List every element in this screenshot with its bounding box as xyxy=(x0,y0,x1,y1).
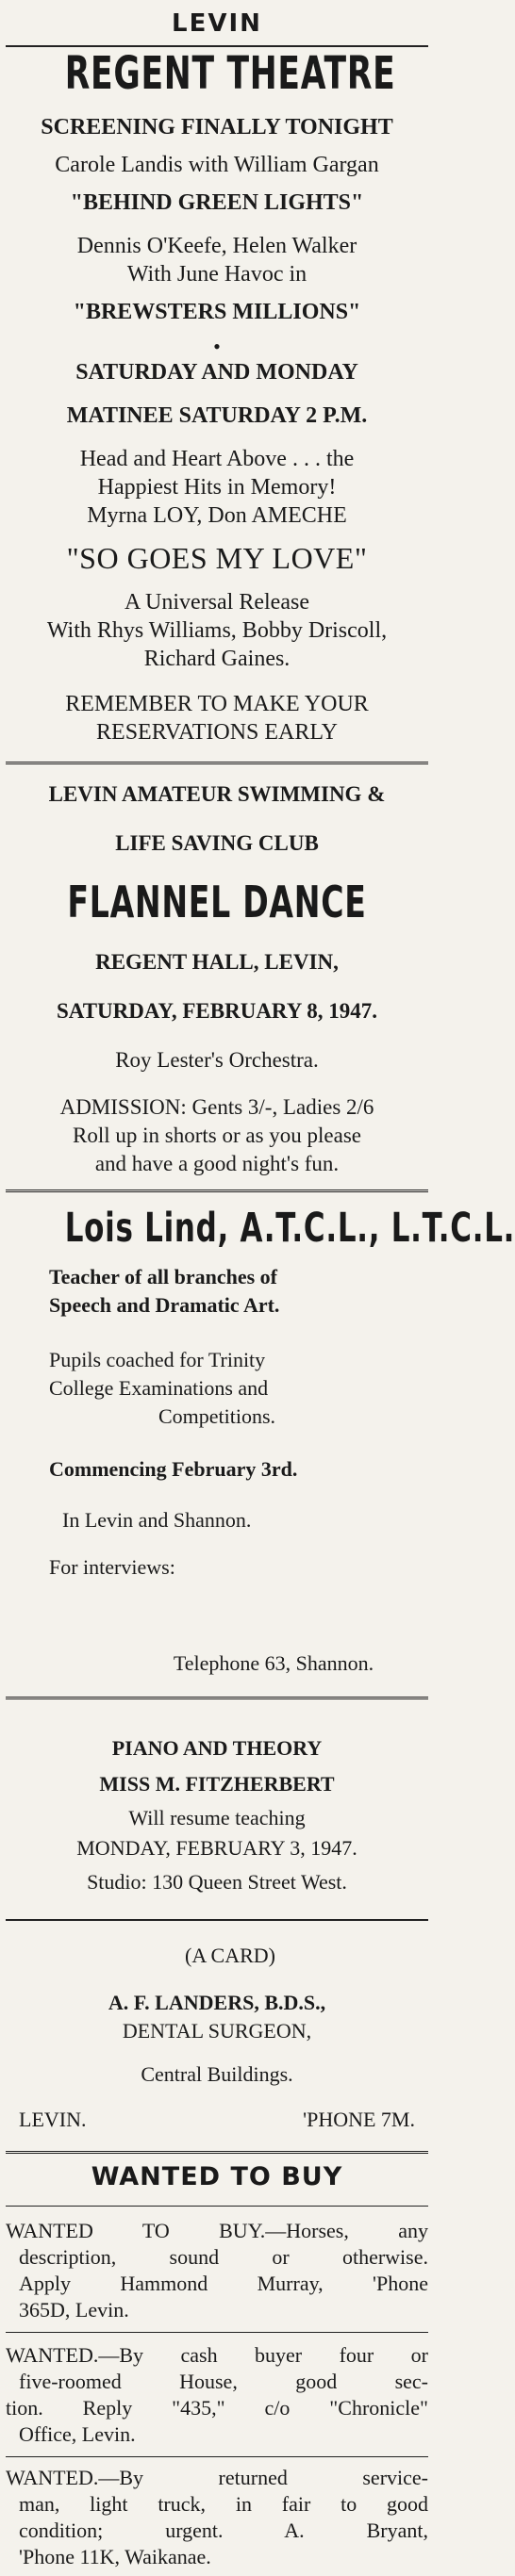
stars-line-1: Carole Landis with William Gargan xyxy=(55,153,379,177)
ad1-line-4: 365D, Levin. xyxy=(19,2298,129,2322)
blurb-line-3: Myrna LOY, Don AMECHE xyxy=(87,503,347,528)
ad2-line-2: five-roomed House, good sec- xyxy=(19,2370,428,2393)
admission-line-1: ADMISSION: Gents 3/-, Ladies 2/6 xyxy=(59,1095,374,1119)
dentist-phone: 'PHONE 7M. xyxy=(303,2108,415,2131)
small-mark: • xyxy=(213,335,221,358)
stars-line-2b: With June Havoc in xyxy=(126,262,307,287)
venue-line: REGENT HALL, LEVIN, xyxy=(95,950,339,974)
resume-line: Will resume teaching xyxy=(128,1806,306,1829)
piano-date-line: MONDAY, FEBRUARY 3, 1947. xyxy=(76,1836,357,1860)
regent-theatre-title: REGENT THEATRE xyxy=(64,47,396,100)
film-title-2: "BREWSTERS MILLIONS" xyxy=(73,300,361,324)
club-line-2: LIFE SAVING CLUB xyxy=(115,831,319,855)
ad3-line-2: man, light truck, in fair to good xyxy=(19,2492,428,2516)
ad1-line-2: description, sound or otherwise. xyxy=(19,2245,428,2269)
days-line: SATURDAY AND MONDAY xyxy=(75,360,358,385)
ad3-line-3: condition; urgent. A. Bryant, xyxy=(19,2519,428,2542)
town-header: LEVIN xyxy=(172,9,262,38)
club-line-1: LEVIN AMATEUR SWIMMING & xyxy=(48,782,386,806)
ad1-line-1: WANTED TO BUY.—Horses, any xyxy=(6,2219,428,2242)
ad3-line-4: 'Phone 11K, Waikanae. xyxy=(19,2545,211,2568)
dentist-place: Central Buildings. xyxy=(141,2062,293,2086)
release-line-1: A Universal Release xyxy=(125,590,309,615)
date-line: SATURDAY, FEBRUARY 8, 1947. xyxy=(57,999,377,1023)
studio-line: Studio: 130 Queen Street West. xyxy=(87,1870,347,1894)
pupils-line-1: Pupils coached for Trinity xyxy=(49,1348,266,1371)
divider-5 xyxy=(6,2151,428,2156)
telephone-line: Telephone 63, Shannon. xyxy=(173,1651,374,1675)
blurb-line-2: Happiest Hits in Memory! xyxy=(97,475,337,500)
remember-line-2: RESERVATIONS EARLY xyxy=(96,720,338,745)
wanted-ad-rule-1 xyxy=(6,2332,428,2333)
dentist-town: LEVIN. xyxy=(19,2108,87,2131)
ad2-line-4: Office, Levin. xyxy=(19,2422,136,2446)
matinee-line: MATINEE SATURDAY 2 P.M. xyxy=(66,403,368,428)
film-title-3: "SO GOES MY LOVE" xyxy=(66,541,368,575)
teacher-line-1: Teacher of all branches of xyxy=(49,1265,277,1288)
lois-lind-name: Lois Lind, A.T.C.L., L.T.C.L. xyxy=(64,1205,515,1252)
band-line: Roy Lester's Orchestra. xyxy=(115,1048,319,1072)
dentist-role: DENTAL SURGEON, xyxy=(122,2019,312,2043)
divider-3 xyxy=(6,1697,428,1701)
wanted-heading: WANTED TO BUY xyxy=(91,2162,343,2191)
remember-line-1: REMEMBER TO MAKE YOUR xyxy=(65,692,369,716)
dentist-name: A. F. LANDERS, B.D.S., xyxy=(108,1991,326,2014)
divider-2 xyxy=(6,1190,428,1194)
pupils-line-3: Competitions. xyxy=(158,1404,276,1428)
admission-line-3: and have a good night's fun. xyxy=(94,1152,340,1175)
card-heading: (A CARD) xyxy=(185,1944,275,1967)
commencing-line: Commencing February 3rd. xyxy=(49,1457,298,1481)
admission-line-2: Roll up in shorts or as you please xyxy=(73,1124,361,1147)
ad1-line-3: Apply Hammond Murray, 'Phone xyxy=(19,2272,428,2295)
ad3-line-1: WANTED.—By returned service- xyxy=(6,2466,428,2489)
wanted-heading-rule xyxy=(6,2206,428,2207)
wanted-ad-rule-2 xyxy=(6,2456,428,2457)
flannel-dance-title: FLANNEL DANCE xyxy=(67,877,367,927)
places-line: In Levin and Shannon. xyxy=(62,1508,252,1532)
screening-line: SCREENING FINALLY TONIGHT xyxy=(41,115,393,139)
release-line-2: With Rhys Williams, Bobby Driscoll, xyxy=(46,618,388,643)
release-line-3: Richard Gaines. xyxy=(143,647,291,671)
divider-1 xyxy=(6,762,428,766)
pupils-line-2: College Examinations and xyxy=(49,1376,269,1400)
teacher-line-2: Speech and Dramatic Art. xyxy=(49,1293,280,1317)
divider-4 xyxy=(6,1919,428,1921)
blurb-line-1: Head and Heart Above . . . the xyxy=(79,447,355,471)
piano-teacher-name: MISS M. FITZHERBERT xyxy=(99,1772,335,1796)
ad2-line-3: tion. Reply "435," c/o "Chronicle" xyxy=(6,2396,428,2420)
piano-title: PIANO AND THEORY xyxy=(111,1736,323,1760)
interviews-line: For interviews: xyxy=(49,1555,175,1579)
film-title-1: "BEHIND GREEN LIGHTS" xyxy=(70,190,364,215)
ad2-line-1: WANTED.—By cash buyer four or xyxy=(6,2343,428,2367)
stars-line-2a: Dennis O'Keefe, Helen Walker xyxy=(76,234,357,258)
